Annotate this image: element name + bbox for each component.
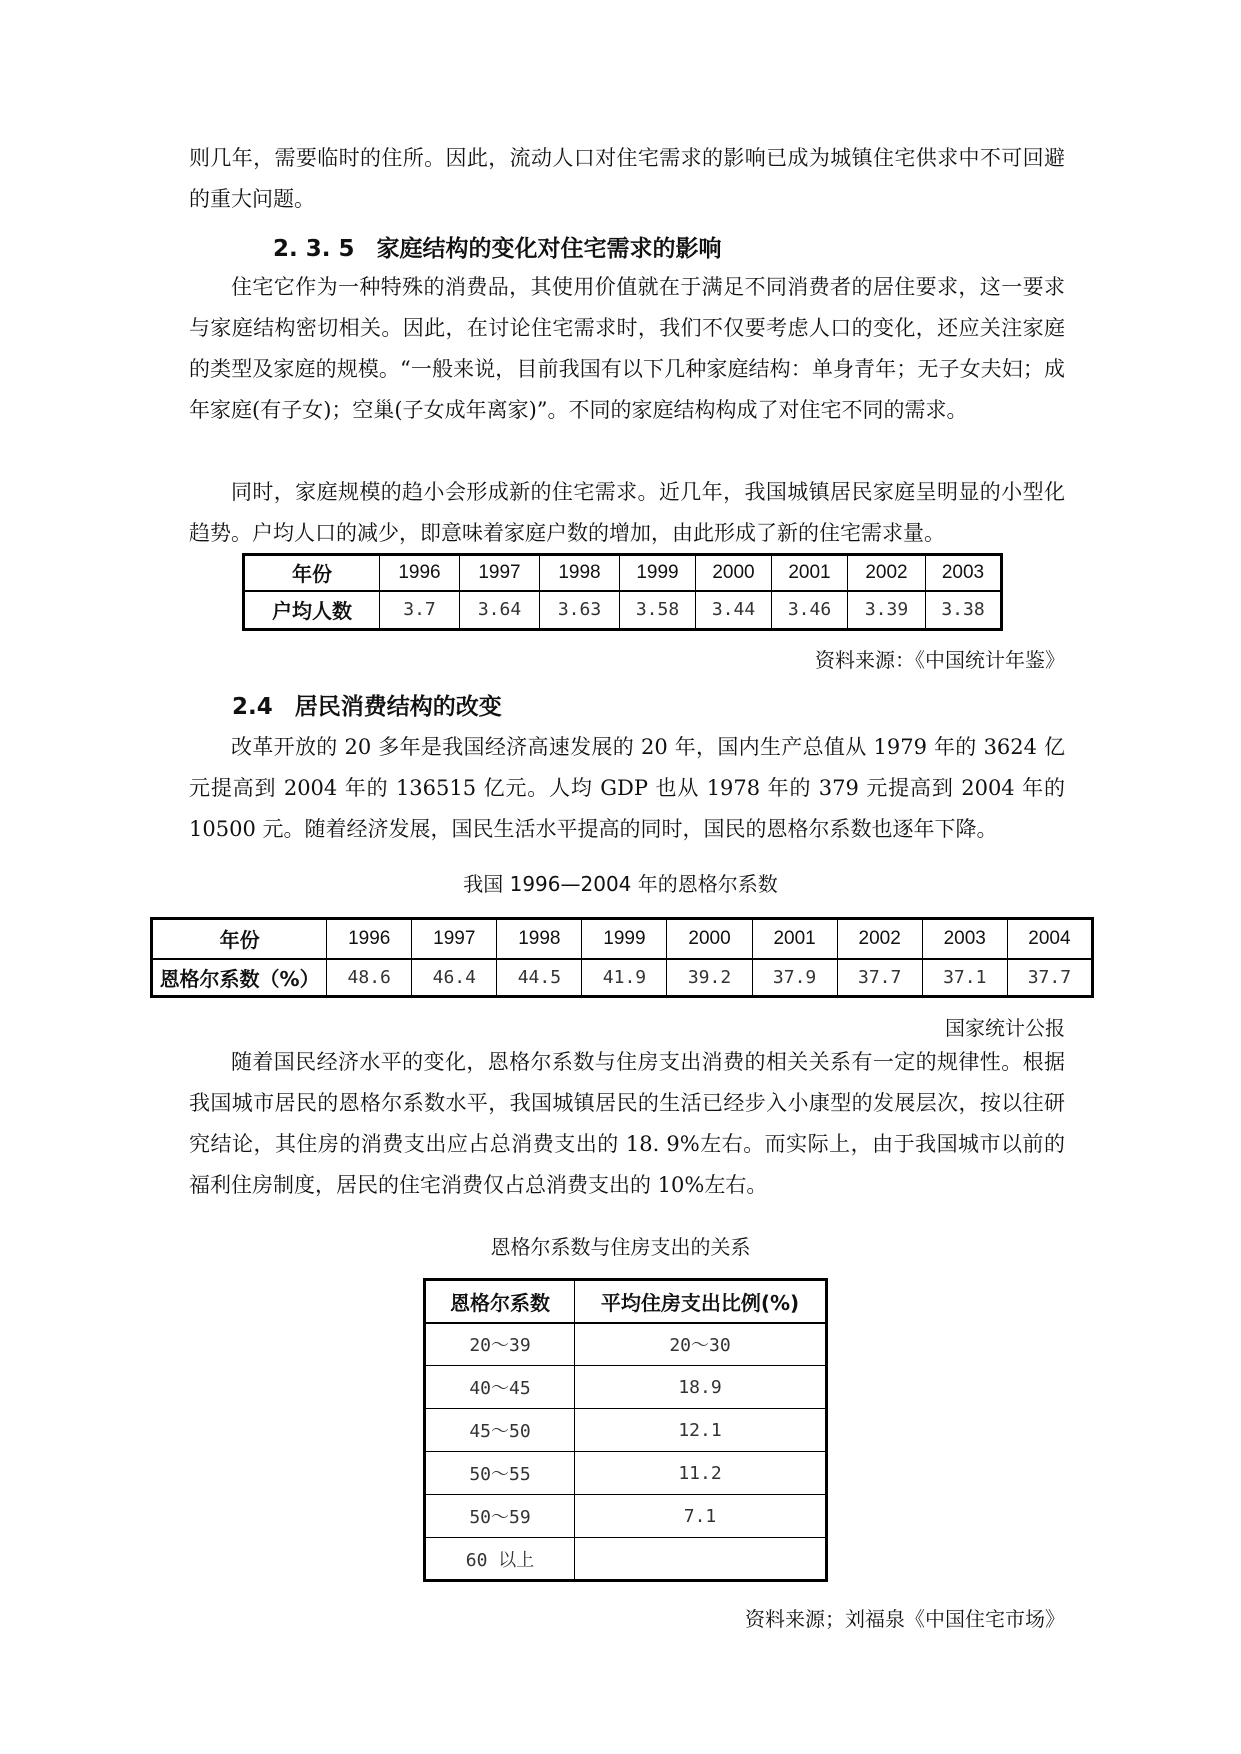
table-cell-range: 60 以上 [425,1538,575,1581]
table-cell-value: 37.9 [752,959,837,997]
table-cell-value: 3.7 [380,591,460,630]
table-header-housing-ratio: 平均住房支出比例(%) [575,1280,827,1323]
table-cell-value: 48.6 [327,959,412,997]
table3-source: 资料来源；刘福泉《中国住宅市场》 [745,1607,1065,1631]
table-cell-value: 46.4 [412,959,497,997]
table-cell-year: 2002 [837,919,922,959]
paragraph-family-size: 同时，家庭规模的趋小会形成新的住宅需求。近几年，我国城镇居民家庭呈明显的小型化趋势。户均人口的减少，即意味着家庭户数的增加，由此形成了新的住宅需求量。 [189,480,1065,545]
table-cell-ratio: 18.9 [575,1366,827,1409]
table-cell-value: 3.64 [460,591,540,630]
table-row-label: 恩格尔系数（%） [152,959,327,997]
table-cell-range: 20～39 [425,1323,575,1366]
table-cell-ratio: 12.1 [575,1409,827,1452]
table-cell-year: 1999 [582,919,667,959]
table-cell-year: 1998 [540,555,620,591]
table-cell-ratio: 7.1 [575,1495,827,1538]
table-cell-value: 3.58 [620,591,696,630]
table2-caption: 我国 1996—2004 年的恩格尔系数 [463,872,778,896]
table-cell-value: 3.38 [926,591,1002,630]
table-cell-year: 1999 [620,555,696,591]
engel-coefficient-table [150,917,1094,998]
section-number: 2. 3. 5 [273,236,355,262]
table-cell-ratio: 20～30 [575,1323,827,1366]
table-cell-year: 1996 [380,555,460,591]
table3-caption: 恩格尔系数与住房支出的关系 [490,1235,751,1259]
paragraph-economic-growth: 改革开放的 20 多年是我国经济高速发展的 20 年，国内生产总值从 1979 年的 3624 亿元提高到 2004 年的 136515 亿元。人均 GDP 也从 1978 年的 379 元提高到 2004 年的 10500 元。随着经济发展，国民生活水平提高的同时，国民的恩格尔系数也逐年下降。 [189,735,1065,841]
table-cell-value: 39.2 [667,959,752,997]
table-cell-value: 3.63 [540,591,620,630]
section-heading-2-3-5 [273,230,722,263]
table-row [425,1495,827,1538]
table-row [425,1323,827,1366]
household-size-table [242,553,1003,631]
table-cell-ratio [575,1538,827,1581]
table-row [425,1409,827,1452]
table-cell-year: 1996 [327,919,412,959]
table-cell-year: 1997 [412,919,497,959]
table2-source: 国家统计公报 [945,1016,1065,1040]
table-cell-value: 41.9 [582,959,667,997]
table-header-year: 年份 [152,919,327,959]
table-cell-range: 45～50 [425,1409,575,1452]
table-cell-value: 37.7 [1007,959,1092,997]
table-row-label: 户均人数 [244,591,380,630]
table-cell-range: 50～59 [425,1495,575,1538]
table-cell-year: 1998 [497,919,582,959]
paragraph-floating-population: 则几年，需要临时的住所。因此，流动人口对住宅需求的影响已成为城镇住宅供求中不可回避的重大问题。 [189,146,1065,211]
section-number: 2.4 [232,694,273,720]
table-cell-year: 2000 [696,555,772,591]
table-row [425,1452,827,1495]
engel-housing-table [423,1278,828,1582]
table-cell-year: 2003 [926,555,1002,591]
table-header-year: 年份 [244,555,380,591]
section-heading-2-4 [232,688,502,721]
section-title: 居民消费结构的改变 [294,694,502,720]
table-cell-year: 2002 [848,555,926,591]
table-cell-range: 40～45 [425,1366,575,1409]
table-cell-ratio: 11.2 [575,1452,827,1495]
table-cell-year: 2003 [922,919,1007,959]
table-row [425,1538,827,1581]
table-header-engel: 恩格尔系数 [425,1280,575,1323]
table1-source: 资料来源：《中国统计年鉴》 [815,648,1065,672]
paragraph-housing-expenditure: 随着国民经济水平的变化，恩格尔系数与住房支出消费的相关关系有一定的规律性。根据我国城市居民的恩格尔系数水平，我国城镇居民的生活已经步入小康型的发展层次，按以往研究结论，其住房的消费支出应占总消费支出的 18. 9%左右。而实际上，由于我国城市以前的福利住房制度，居民的住宅消费仅占总消费支出的 10%左右。 [189,1050,1065,1197]
table-cell-year: 2000 [667,919,752,959]
table-cell-value: 37.7 [837,959,922,997]
table-cell-year: 2001 [752,919,837,959]
table-row [425,1366,827,1409]
table-cell-value: 44.5 [497,959,582,997]
paragraph-family-structure: 住宅它作为一种特殊的消费品，其使用价值就在于满足不同消费者的居住要求，这一要求与家庭结构密切相关。因此，在讨论住宅需求时，我们不仅要考虑人口的变化，还应关注家庭的类型及家庭的规模。“一般来说，目前我国有以下几种家庭结构：单身青年；无子女夫妇；成年家庭(有子女)；空巢(子女成年离家)”。不同的家庭结构构成了对住宅不同的需求。 [189,275,1065,422]
table-cell-value: 3.46 [772,591,848,630]
section-title: 家庭结构的变化对住宅需求的影响 [376,236,722,262]
table-cell-range: 50～55 [425,1452,575,1495]
table-cell-value: 3.44 [696,591,772,630]
table-cell-value: 3.39 [848,591,926,630]
table-cell-value: 37.1 [922,959,1007,997]
table-cell-year: 2001 [772,555,848,591]
table-cell-year: 1997 [460,555,540,591]
table-cell-year: 2004 [1007,919,1092,959]
